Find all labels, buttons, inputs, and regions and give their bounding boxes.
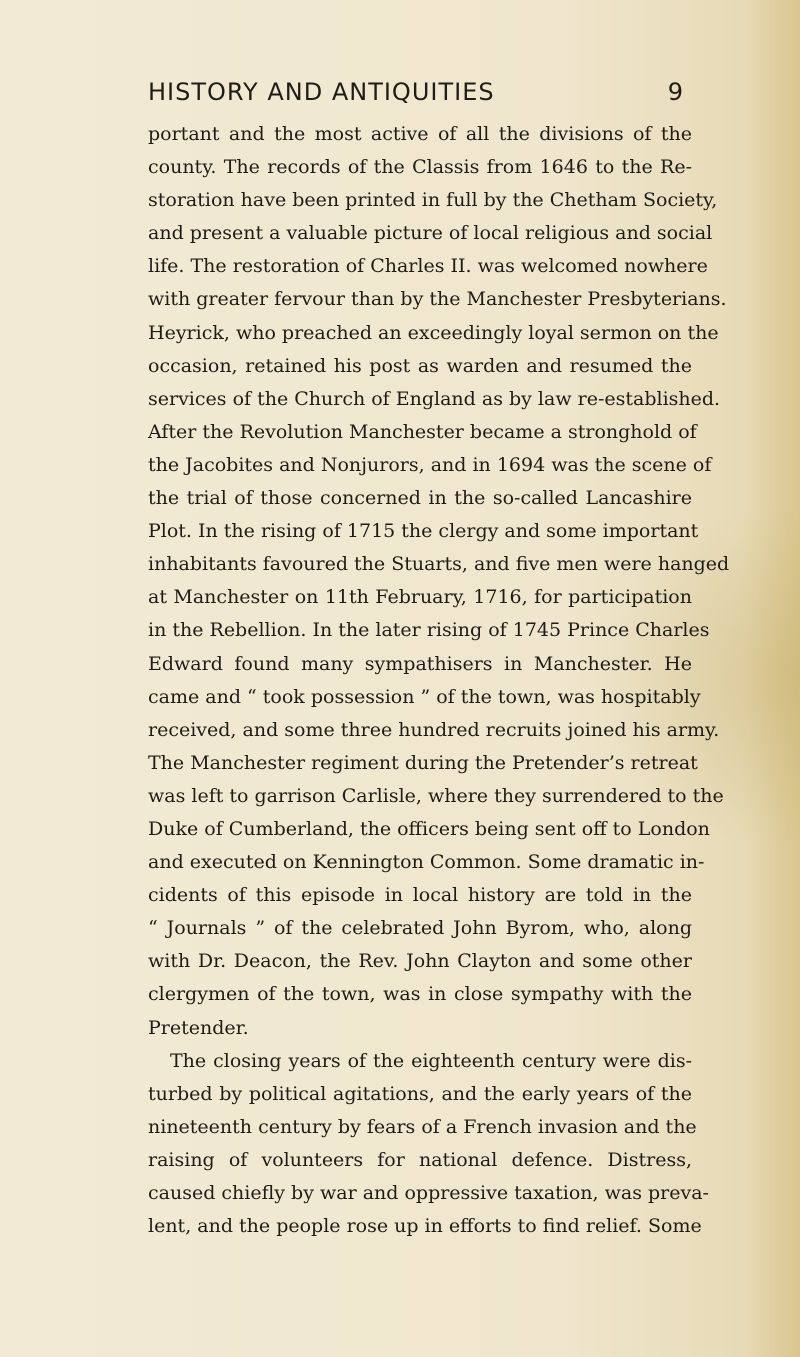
running-title: HISTORY AND ANTIQUITIES [148, 78, 495, 106]
text-line: and executed on Kennington Common. Some dramatic in- [148, 851, 705, 874]
text-line: Duke of Cumberland, the officers being sent off to London [148, 817, 710, 840]
page-number: 9 [667, 78, 684, 106]
text-line: cidents of this episode in local history are told in the [148, 884, 692, 907]
text-line: raising of volunteers for national defence. Distress, [148, 1148, 692, 1171]
text-line: nineteenth century by fears of a French invasion and the [148, 1115, 697, 1138]
text-line: Pretender. [148, 1016, 249, 1039]
text-line: turbed by political agitations, and the early years of the [148, 1082, 692, 1105]
text-line: lent, and the people rose up in efforts to find relief. Some [148, 1215, 702, 1238]
text-line: received, and some three hundred recruits joined his army. [148, 718, 720, 741]
text-line: and present a valuable picture of local religious and social [148, 222, 713, 245]
text-line: Plot. In the rising of 1715 the clergy and some important [148, 520, 699, 543]
text-line: storation have been printed in full by the Chetham Society, [148, 189, 718, 212]
text-line: at Manchester on 11th February, 1716, for participation [148, 586, 692, 609]
text-line: The closing years of the eighteenth century were dis- [170, 1049, 692, 1072]
text-line: services of the Church of England as by law re-established. [148, 387, 721, 410]
text-line: Heyrick, who preached an exceedingly loyal sermon on the [148, 321, 719, 344]
text-line: The Manchester regiment during the Pretender’s retreat [148, 751, 698, 774]
text-line: the Jacobites and Nonjurors, and in 1694 was the scene of [148, 453, 712, 476]
text-line: with Dr. Deacon, the Rev. John Clayton and some other [148, 950, 692, 973]
text-line: occasion, retained his post as warden and resumed the [148, 354, 692, 377]
text-line: life. The restoration of Charles II. was welcomed nowhere [148, 255, 708, 278]
text-line: came and “ took possession ” of the town, was hospitably [148, 685, 701, 708]
running-head [148, 78, 688, 110]
text-line: Edward found many sympathisers in Manchester. He [148, 652, 692, 675]
text-line: county. The records of the Classis from 1646 to the Re- [148, 156, 692, 179]
text-line: the trial of those concerned in the so-called Lancashire [148, 487, 692, 510]
body-text [148, 118, 730, 1243]
text-line: “ Journals ” of the celebrated John Byrom, who, along [148, 917, 692, 940]
text-line: in the Rebellion. In the later rising of 1745 Prince Charles [148, 619, 710, 642]
text-line: with greater fervour than by the Manchester Presbyterians. [148, 288, 727, 311]
text-line: After the Revolution Manchester became a stronghold of [148, 420, 697, 443]
text-line: inhabitants favoured the Stuarts, and five men were hanged [148, 553, 730, 576]
text-line: caused chiefly by war and oppressive taxation, was preva- [148, 1182, 709, 1204]
text-line: was left to garrison Carlisle, where they surrendered to the [148, 784, 724, 807]
text-line: portant and the most active of all the divisions of the [148, 123, 692, 145]
text-line: clergymen of the town, was in close sympathy with the [148, 983, 692, 1006]
